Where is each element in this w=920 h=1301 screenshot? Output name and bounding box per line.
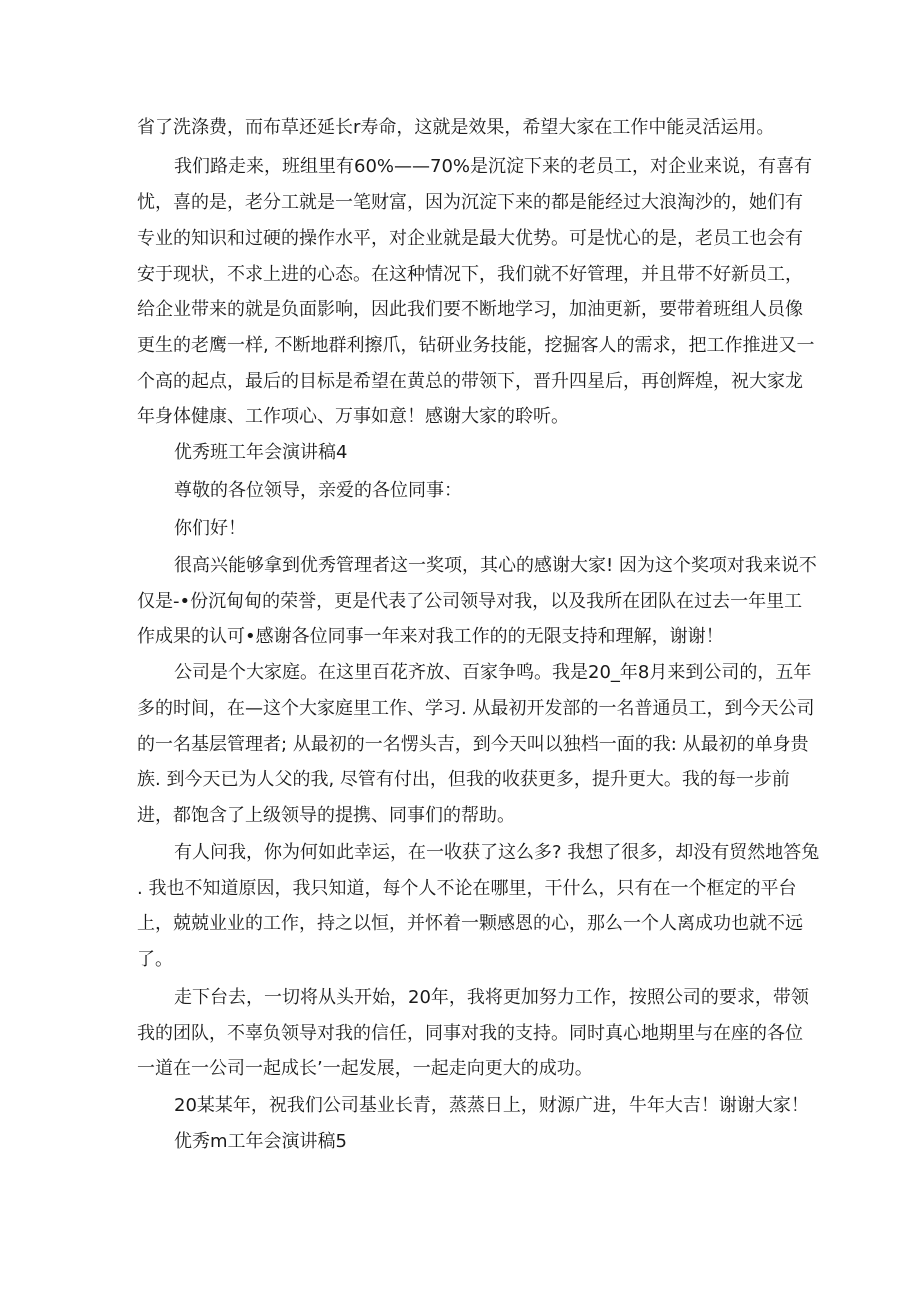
text-line: 专业的知识和过硬的操作水平，对企业就是最大优势。可是忧心的是，老员工也会有 — [137, 228, 803, 249]
salutation: 尊敬的各位领导，亲爱的各位同事： — [174, 480, 462, 501]
text-line: 公司是个大家庭。在这里百花齐放、百家争鸣。我是20_年8月来到公司的，五年 — [174, 662, 812, 683]
text-line: 给企业带来的就是负面影响，因此我们要不断地学习，加油更新，要带着班组人员像 — [137, 299, 803, 320]
text-line: 安于现状，不求上进的心态。在这种情况下，我们就不好管理，并且带不好新员工， — [137, 264, 803, 285]
text-line: 个高的起点，最后的目标是希望在黄总的带领下，晋升四星后，再创辉煌，祝大家龙 — [137, 371, 803, 392]
text-line: 有人问我，你为何如此幸运，在一收获了这么多? 我想了很多，却没有贸然地答兔 — [174, 842, 820, 863]
text-line: . 我也不知道原因，我只知道，每个人不论在哪里，干什么，只有在一个框定的平台 — [137, 878, 797, 899]
text-line: 很高兴能够拿到优秀管理者这一奖项，其心的感谢大家! 因为这个奖项对我来说不 — [174, 555, 817, 576]
text-line: 作成果的认可•感谢各位同事一年来对我工作的的无限支持和理解，谢谢！ — [137, 626, 724, 647]
section-heading: 优秀m工年会演讲稿5 — [174, 1131, 347, 1152]
text-line: 上，兢兢业业的工作，持之以恒，并怀着一颗感恩的心，那么一个人离成功也就不远 — [137, 913, 803, 934]
text-line: 省了洗涤费，而布草还延长r寿命，这就是效果，希望大家在工作中能灵活运用。 — [137, 117, 775, 138]
text-line: 了。 — [137, 949, 173, 970]
section-heading: 优秀班工年会演讲稿4 — [174, 442, 348, 463]
text-line: 20某某年，祝我们公司基业长青，蒸蒸日上，财源广进，牛年大吉！谢谢大家！ — [174, 1095, 809, 1116]
text-line: 走下台去，一切将从头开始，20年，我将更加努力工作，按照公司的要求，带领 — [174, 987, 809, 1008]
text-line: 忧，喜的是，老分工就是一笔财富，因为沉淀下来的都是能经过大浪淘沙的，她们有 — [137, 192, 803, 213]
text-line: 更生的老鹰一样, 不断地群利擦爪，钻研业务技能，挖掘客人的需求，把工作推进又一 — [137, 335, 815, 356]
text-line: 我的团队，不辜负领导对我的信任，同事对我的支持。同时真心地期里与在座的各位 — [137, 1023, 803, 1044]
text-line: 仅是-•份沉甸甸的荣誉，更是代表了公司领导对我，以及我所在团队在过去一年里工 — [137, 591, 803, 612]
text-line: 的一名基层管理者; 从最初的一名愣头吉，到今天叫以独档一面的我: 从最初的单身贵 — [137, 734, 809, 755]
greeting: 你们好！ — [174, 518, 246, 539]
text-line: 我们路走来，班组里有60%——70%是沉淀下来的老员工，对企业来说，有喜有 — [174, 156, 813, 177]
text-line: 族. 到今天已为人父的我, 尽管有付出，但我的收获更多，提升更大。我的每一步前 — [137, 769, 790, 790]
text-line: 进，都饱含了上级领导的提携、同事们的帮助。 — [137, 805, 515, 826]
text-line: 多的时间，在—这个大家庭里工作、学习. 从最初开发部的一名普通员工，到今天公司 — [137, 698, 815, 719]
text-line: 一道在一公司一起成长’一起发展，一起走向更大的成功。 — [137, 1058, 593, 1079]
text-line: 年身体健康、工作项心、万事如意！感谢大家的聆听。 — [137, 406, 569, 427]
